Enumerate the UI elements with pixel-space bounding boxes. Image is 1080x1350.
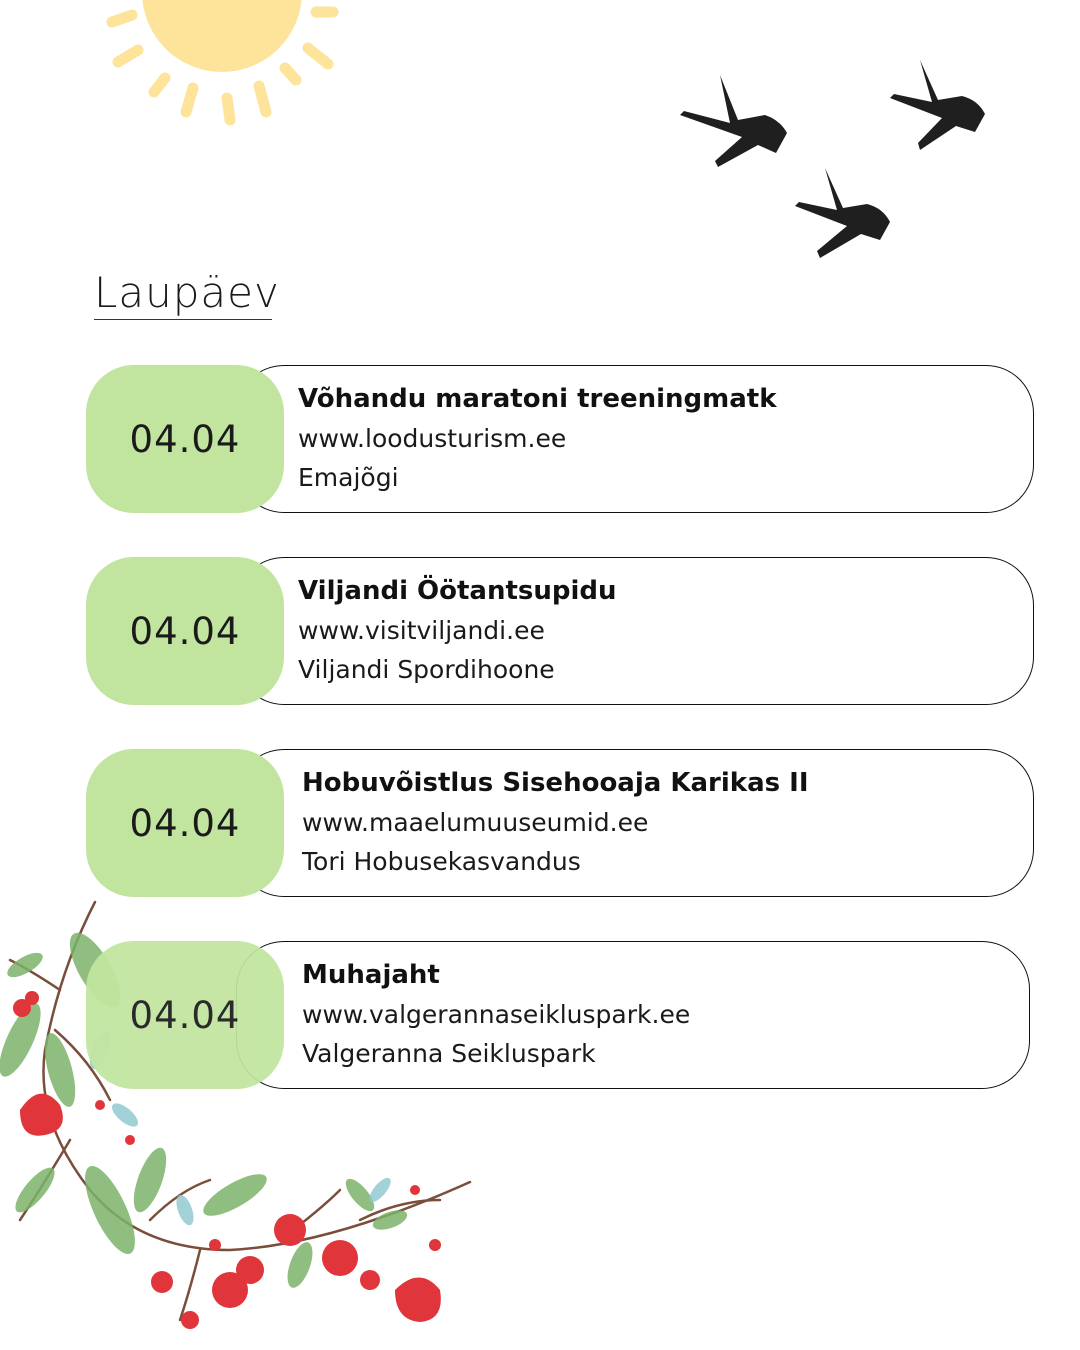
event-card[interactable] [86, 557, 1034, 705]
event-info [298, 572, 617, 689]
event-info [298, 380, 777, 497]
event-url-link[interactable]: www.loodusturism.ee [298, 424, 567, 453]
event-url-link[interactable]: www.valgerannaseikluspark.ee [302, 1000, 691, 1029]
event-info [302, 956, 690, 1073]
event-card[interactable] [86, 941, 1034, 1089]
event-location: Tori Hobusekasvandus [302, 847, 581, 876]
event-title: Võhandu maratoni treeningmatk [298, 384, 777, 414]
event-info [302, 764, 809, 881]
event-date-badge: 04.04 [86, 749, 284, 897]
event-title: Muhajaht [302, 960, 440, 990]
event-card[interactable] [86, 365, 1034, 513]
sun-icon [90, 0, 360, 140]
event-location: Emajõgi [298, 463, 399, 492]
event-card[interactable] [86, 749, 1034, 897]
event-date-badge: 04.04 [86, 365, 284, 513]
event-date-badge: 04.04 [86, 557, 284, 705]
event-date-badge: 04.04 [86, 941, 284, 1089]
event-url-link[interactable]: www.visitviljandi.ee [298, 616, 545, 645]
event-location: Valgeranna Seikluspark [302, 1039, 596, 1068]
event-title: Hobuvõistlus Sisehooaja Karikas II [302, 768, 809, 798]
event-location: Viljandi Spordihoone [298, 655, 555, 684]
swallow-icon [670, 50, 1010, 270]
page-title: Laupäev [94, 268, 272, 320]
event-url-link[interactable]: www.maaelumuuseumid.ee [302, 808, 649, 837]
event-title: Viljandi Öötantsupidu [298, 576, 617, 606]
